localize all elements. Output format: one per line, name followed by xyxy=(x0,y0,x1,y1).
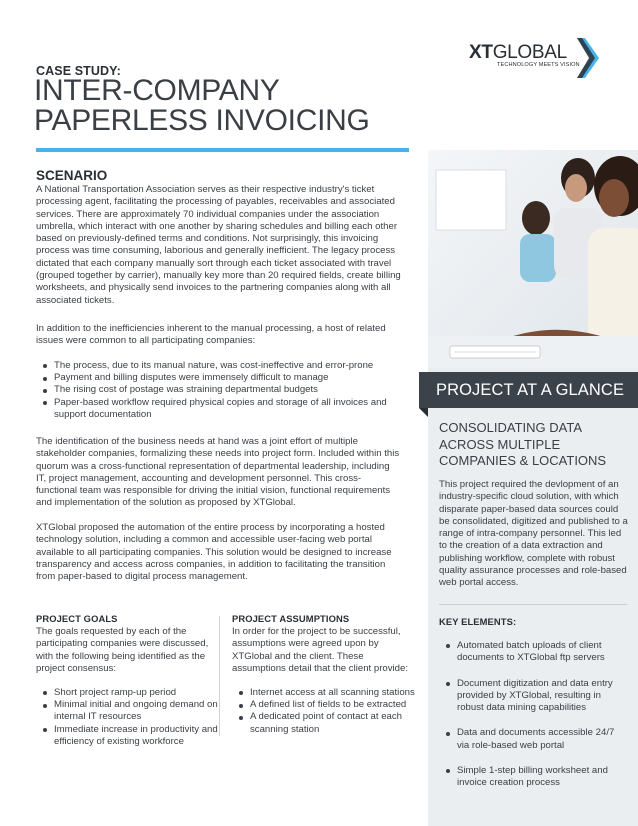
scenario-paragraph-3: The identification of the business needs at hand was a joint effort of multiple stakeholder companies, formalizing these needs into project form. Included within this quorum was a cross-functional representation of departmental leadership, including IT, project management, accounting and development personnel. This cross-functional team was responsible for driving the initial vision, functional requirements and implementation of the solution as proposed by XTGlobal. xyxy=(36,436,400,509)
list-item: The process, due to its manual nature, was cost-ineffective and error-prone xyxy=(40,360,400,372)
glance-title: PROJECT AT A GLANCE xyxy=(436,381,625,399)
list-item: Simple 1-step billing worksheet and invoice creation process xyxy=(443,765,628,790)
scenario-paragraph-4: XTGlobal proposed the automation of the entire process by incorporating a hosted technology solution, including a common and accessible user-facing web portal available to all participating companies. This solution would be designed to increase transparency and access across companies, in addition to facilitating the transition from paper-based to digital process management. xyxy=(36,522,392,583)
scenario-heading: SCENARIO xyxy=(36,168,108,183)
project-goals-intro: The goals requested by each of the participating companies were discussed, with the following being identified as the project consensus: xyxy=(36,626,209,674)
assumptions-list xyxy=(236,687,426,736)
list-item: Document digitization and data entry provided by XTGlobal, resulting in robust data mining capabilities xyxy=(443,678,628,715)
goals-list xyxy=(40,687,220,748)
glance-divider xyxy=(439,604,627,605)
project-assumptions-heading: PROJECT ASSUMPTIONS xyxy=(232,613,350,624)
list-item: A dedicated point of contact at each scanning station xyxy=(236,711,426,735)
list-item: Paper-based workflow required physical copies and storage of all invoices and support documentation xyxy=(40,397,400,421)
page-title xyxy=(34,76,370,136)
list-item: Data and documents accessible 24/7 via role-based web portal xyxy=(443,727,628,752)
xtglobal-logo xyxy=(469,38,604,78)
list-item: Minimal initial and ongoing demand on internal IT resources xyxy=(40,699,220,723)
case-study-label: CASE STUDY: xyxy=(36,64,121,78)
list-item: Payment and billing disputes were immensely difficult to manage xyxy=(40,372,400,384)
glance-bar-fold xyxy=(419,408,428,417)
office-workers-photo xyxy=(428,150,638,368)
key-elements-list xyxy=(443,640,628,803)
key-elements-heading: KEY ELEMENTS: xyxy=(439,616,517,627)
title-accent-rule xyxy=(36,148,409,152)
project-goals-heading: PROJECT GOALS xyxy=(36,613,118,624)
list-item: Short project ramp-up period xyxy=(40,687,220,699)
title-line-1: INTER-COMPANY xyxy=(34,74,280,107)
glance-description: This project required the devlopment of an industry-specific cloud solution, with which disparate paper-based data sources could be consolidated, digitized and published to a range of intra-company personnel. This led to the creation of a data extraction and publishing workflow, complete with robust quality assurance processes and role-based web portal access. xyxy=(439,479,628,589)
issues-list xyxy=(40,360,400,421)
list-item: Immediate increase in productivity and efficiency of existing workforce xyxy=(40,724,220,748)
list-item: A defined list of fields to be extracted xyxy=(236,699,426,711)
title-line-2: PAPERLESS INVOICING xyxy=(34,104,370,137)
project-assumptions-intro: In order for the project to be successful, assumptions were agreed upon by XTGlobal and the client. These assumptions detail that the client provide: xyxy=(232,626,408,674)
list-item: Automated batch uploads of client documents to XTGlobal ftp servers xyxy=(443,640,628,665)
chevron-logo-icon xyxy=(577,38,599,78)
scenario-paragraph-1: A National Transportation Association serves as their respective industry's ticket processing agent, facilitating the processing of payables, receivables and associated services. There are approximately 70 individual companies under the association umbrella, which interact with one another by sharing schedules and billing each other based on previously-defined terms and conditions. Not surprisingly, this invoicing process was time consuming, laborious and generally inefficient. The legacy process dictated that each company manually sort through each ticket associated with travel (grouped together by carrier), manually key more than 20 required fields, create billing worksheets, and physically send invoices to the partnering companies along with all associated tickets. xyxy=(36,184,401,306)
glance-subtitle: CONSOLIDATING DATA ACROSS MULTIPLE COMPANIES & LOCATIONS xyxy=(439,420,607,468)
scenario-paragraph-2: In addition to the inefficiencies inherent to the manual processing, a host of related issues were common to all participating companies: xyxy=(36,323,386,347)
list-item: The rising cost of postage was straining departmental budgets xyxy=(40,384,400,396)
photo-illustration xyxy=(428,150,638,368)
list-item: Internet access at all scanning stations xyxy=(236,687,426,699)
logo-wordmark: XTGLOBAL xyxy=(469,42,567,63)
logo-tagline: TECHNOLOGY MEETS VISION xyxy=(497,62,580,68)
column-divider xyxy=(219,616,220,736)
